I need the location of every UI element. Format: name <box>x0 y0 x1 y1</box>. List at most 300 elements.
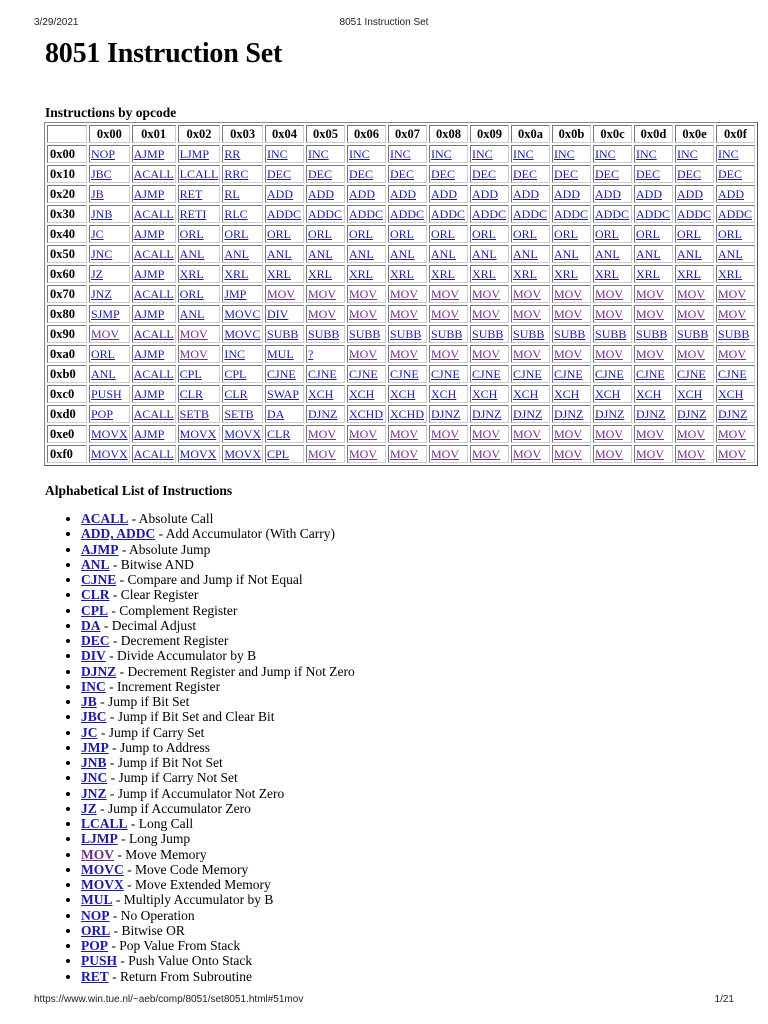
opcode-link[interactable]: DEC <box>308 167 333 181</box>
opcode-link[interactable]: DJNZ <box>677 407 707 421</box>
opcode-link[interactable]: JBC <box>91 167 112 181</box>
opcode-link[interactable]: ADDC <box>267 207 302 221</box>
opcode-link[interactable]: MOV <box>554 427 583 441</box>
opcode-link[interactable]: CJNE <box>308 367 337 381</box>
opcode-link[interactable]: MOV <box>513 447 542 461</box>
instruction-link[interactable]: NOP <box>81 907 110 923</box>
opcode-link[interactable]: MOV <box>267 287 296 301</box>
opcode-link[interactable]: CJNE <box>390 367 419 381</box>
opcode-link[interactable]: CJNE <box>718 367 747 381</box>
opcode-link[interactable]: XRL <box>390 267 415 281</box>
opcode-link[interactable]: AJMP <box>133 307 165 321</box>
opcode-link[interactable]: MOV <box>636 307 665 321</box>
opcode-link[interactable]: ANL <box>431 247 456 261</box>
instruction-link[interactable]: ACALL <box>81 511 129 526</box>
opcode-link[interactable]: MOV <box>513 307 542 321</box>
opcode-link[interactable]: CJNE <box>677 367 706 381</box>
opcode-link[interactable]: CJNE <box>267 367 296 381</box>
instruction-link[interactable]: CJNE <box>81 572 117 587</box>
opcode-link[interactable]: ADDC <box>431 207 466 221</box>
opcode-link[interactable]: XCH <box>636 387 662 401</box>
opcode-link[interactable]: MOV <box>554 307 583 321</box>
opcode-link[interactable]: XCHD <box>390 407 425 421</box>
opcode-link[interactable]: ORL <box>179 227 204 241</box>
opcode-link[interactable]: CJNE <box>349 367 378 381</box>
opcode-link[interactable]: INC <box>390 147 411 161</box>
opcode-link[interactable]: MOV <box>513 427 542 441</box>
opcode-link[interactable]: SETB <box>179 407 210 421</box>
opcode-link[interactable]: ORL <box>554 227 579 241</box>
opcode-link[interactable]: ANL <box>390 247 415 261</box>
opcode-link[interactable]: MOV <box>718 287 747 301</box>
opcode-link[interactable]: MOV <box>349 307 378 321</box>
opcode-link[interactable]: ANL <box>677 247 702 261</box>
opcode-link[interactable]: MOVX <box>224 427 262 441</box>
opcode-link[interactable]: ADDC <box>308 207 343 221</box>
opcode-link[interactable]: ORL <box>718 227 743 241</box>
opcode-link[interactable]: XRL <box>636 267 661 281</box>
opcode-link[interactable]: AJMP <box>133 187 165 201</box>
opcode-link[interactable]: CLR <box>224 387 248 401</box>
instruction-description: - Compare and Jump if Not Equal <box>116 572 303 587</box>
opcode-link[interactable]: INC <box>267 147 288 161</box>
opcode-link[interactable]: MOV <box>431 307 460 321</box>
opcode-link[interactable]: MOV <box>554 447 583 461</box>
instruction-link[interactable]: CPL <box>81 602 108 618</box>
opcode-link[interactable]: ORL <box>677 227 702 241</box>
instruction-link[interactable]: JC <box>81 724 98 740</box>
opcode-link[interactable]: SUBB <box>431 327 463 341</box>
opcode-link[interactable]: INC <box>636 147 657 161</box>
opcode-link[interactable]: DJNZ <box>595 407 625 421</box>
opcode-link[interactable]: ANL <box>267 247 292 261</box>
opcode-link[interactable]: MOV <box>595 347 624 361</box>
opcode-link[interactable]: MOV <box>472 347 501 361</box>
instruction-link[interactable]: JMP <box>81 739 109 755</box>
opcode-link[interactable]: INC <box>554 147 575 161</box>
instruction-link[interactable]: PUSH <box>81 953 118 969</box>
opcode-link[interactable]: ANL <box>718 247 743 261</box>
opcode-link[interactable]: SUBB <box>636 327 668 341</box>
opcode-link[interactable]: MOV <box>554 287 583 301</box>
opcode-cell <box>675 145 714 163</box>
opcode-link[interactable]: RLC <box>224 207 248 221</box>
opcode-cell <box>634 305 673 323</box>
opcode-link[interactable]: ORL <box>91 347 115 361</box>
opcode-link[interactable]: CPL <box>179 367 202 381</box>
opcode-link[interactable]: MUL <box>267 347 294 361</box>
opcode-link[interactable]: DJNZ <box>718 407 748 421</box>
opcode-link[interactable]: ADDC <box>636 207 671 221</box>
instruction-link[interactable]: JNZ <box>81 785 107 801</box>
opcode-link[interactable]: MOV <box>431 427 460 441</box>
opcode-link[interactable]: ADD <box>677 187 704 201</box>
opcode-link[interactable]: ADD <box>431 187 458 201</box>
opcode-link[interactable]: INC <box>349 147 370 161</box>
opcode-link[interactable]: ORL <box>390 227 415 241</box>
opcode-link[interactable]: RET <box>179 187 203 201</box>
opcode-link[interactable]: MOV <box>390 287 419 301</box>
opcode-link[interactable]: MOV <box>636 347 665 361</box>
opcode-link[interactable]: ADD <box>554 187 581 201</box>
opcode-link[interactable]: CJNE <box>595 367 624 381</box>
opcode-link[interactable]: MOV <box>595 447 624 461</box>
opcode-link[interactable]: XRL <box>677 267 702 281</box>
opcode-link[interactable]: AJMP <box>133 147 165 161</box>
opcode-link[interactable]: RETI <box>179 207 207 221</box>
opcode-link[interactable]: CJNE <box>513 367 542 381</box>
opcode-link[interactable]: ORL <box>513 227 538 241</box>
opcode-link[interactable]: XRL <box>554 267 579 281</box>
opcode-link[interactable]: DEC <box>513 167 538 181</box>
opcode-link[interactable]: XCHD <box>349 407 384 421</box>
opcode-link[interactable]: DJNZ <box>636 407 666 421</box>
opcode-link[interactable]: ACALL <box>133 287 174 301</box>
opcode-link[interactable]: INC <box>472 147 493 161</box>
opcode-link[interactable]: ANL <box>636 247 661 261</box>
opcode-link[interactable]: SETB <box>224 407 254 421</box>
opcode-link[interactable]: ADD <box>349 187 376 201</box>
opcode-link[interactable]: CLR <box>267 427 291 441</box>
instruction-link[interactable]: DJNZ <box>81 663 117 679</box>
opcode-link[interactable]: JNB <box>91 207 113 221</box>
opcode-link[interactable]: DA <box>267 407 285 421</box>
opcode-link[interactable]: MOVX <box>179 447 217 461</box>
opcode-link[interactable]: JB <box>91 187 104 201</box>
opcode-link[interactable]: AJMP <box>133 387 165 401</box>
opcode-link[interactable]: ADDC <box>390 207 425 221</box>
opcode-link[interactable]: ADDC <box>513 207 548 221</box>
opcode-link[interactable]: ANL <box>554 247 579 261</box>
opcode-link[interactable]: XCH <box>677 387 703 401</box>
instruction-link[interactable]: MOV <box>81 846 114 862</box>
opcode-link[interactable]: MOV <box>677 447 706 461</box>
opcode-link[interactable]: ORL <box>267 227 292 241</box>
opcode-link[interactable]: INC <box>431 147 452 161</box>
list-item <box>81 572 355 587</box>
opcode-link[interactable]: XRL <box>267 267 292 281</box>
opcode-cell <box>675 265 714 283</box>
opcode-link[interactable]: RL <box>224 187 240 201</box>
instruction-link[interactable]: DEC <box>81 633 110 648</box>
instruction-link[interactable]: MUL <box>81 892 113 908</box>
opcode-link[interactable]: MOV <box>718 307 747 321</box>
opcode-link[interactable]: JNC <box>91 247 113 261</box>
opcode-link[interactable]: XCH <box>718 387 744 401</box>
opcode-link[interactable]: INC <box>677 147 698 161</box>
opcode-link[interactable]: XCH <box>472 387 498 401</box>
opcode-cell <box>716 205 755 223</box>
opcode-link[interactable]: ANL <box>179 247 205 261</box>
opcode-link[interactable]: ADD <box>267 187 294 201</box>
opcode-link[interactable]: ADDC <box>472 207 507 221</box>
list-item <box>81 633 355 648</box>
opcode-link[interactable]: MOV <box>349 427 378 441</box>
opcode-link[interactable]: XRL <box>472 267 497 281</box>
opcode-link[interactable]: DJNZ <box>513 407 543 421</box>
instruction-link[interactable]: LCALL <box>81 816 128 831</box>
opcode-link[interactable]: SUBB <box>513 327 545 341</box>
opcode-link[interactable]: ORL <box>224 227 249 241</box>
opcode-link[interactable]: MOV <box>308 307 337 321</box>
opcode-cell <box>178 145 221 163</box>
opcode-link[interactable]: MOV <box>595 287 624 301</box>
opcode-link[interactable]: XCH <box>554 387 580 401</box>
opcode-link[interactable]: CPL <box>224 367 247 381</box>
opcode-link[interactable]: RR <box>224 147 241 161</box>
opcode-link[interactable]: DEC <box>349 167 374 181</box>
instruction-link[interactable]: DIV <box>81 648 106 664</box>
opcode-link[interactable]: DIV <box>267 307 289 321</box>
opcode-link[interactable]: JMP <box>224 287 247 301</box>
column-header: 0x00 <box>89 125 130 143</box>
opcode-link[interactable]: CLR <box>179 387 204 401</box>
opcode-link[interactable]: MOVC <box>224 327 261 341</box>
instruction-link[interactable]: JZ <box>81 800 97 816</box>
opcode-cell <box>265 285 304 303</box>
opcode-link[interactable]: INC <box>513 147 534 161</box>
opcode-link[interactable]: CJNE <box>554 367 583 381</box>
opcode-link[interactable]: MOV <box>431 347 460 361</box>
instruction-link[interactable]: POP <box>81 938 108 953</box>
opcode-link[interactable]: MOV <box>91 327 120 341</box>
opcode-link[interactable]: XRL <box>349 267 374 281</box>
opcode-link[interactable]: DJNZ <box>308 407 338 421</box>
instruction-link[interactable]: ORL <box>81 922 111 938</box>
opcode-link[interactable]: SUBB <box>472 327 504 341</box>
opcode-link[interactable]: INC <box>224 347 246 361</box>
instruction-link[interactable]: JNB <box>81 755 107 770</box>
opcode-link[interactable]: MOV <box>472 447 501 461</box>
opcode-link[interactable]: ADDC <box>677 207 712 221</box>
opcode-link[interactable]: XCH <box>431 387 457 401</box>
opcode-link[interactable]: INC <box>308 147 329 161</box>
opcode-link[interactable]: ADD <box>390 187 417 201</box>
opcode-link[interactable]: MOV <box>636 447 665 461</box>
opcode-link[interactable]: MOV <box>513 287 542 301</box>
opcode-link[interactable]: ORL <box>349 227 374 241</box>
opcode-link[interactable]: ADDC <box>595 207 630 221</box>
opcode-link[interactable]: MOV <box>308 447 337 461</box>
opcode-link[interactable]: JC <box>91 227 104 241</box>
opcode-link[interactable]: DEC <box>267 167 292 181</box>
opcode-link[interactable]: MOV <box>595 427 624 441</box>
opcode-link[interactable]: XRL <box>513 267 538 281</box>
opcode-link[interactable]: ADDC <box>349 207 384 221</box>
opcode-link[interactable]: MOV <box>390 347 419 361</box>
opcode-link[interactable]: ORL <box>636 227 661 241</box>
instruction-link[interactable]: ANL <box>81 556 110 572</box>
opcode-link[interactable]: MOV <box>179 327 208 341</box>
opcode-link[interactable]: ADD <box>308 187 335 201</box>
opcode-link[interactable]: MOVX <box>91 427 128 441</box>
opcode-link[interactable]: DEC <box>390 167 415 181</box>
opcode-link[interactable]: AJMP <box>133 267 165 281</box>
opcode-link[interactable]: DEC <box>472 167 497 181</box>
opcode-link[interactable]: ? <box>308 347 314 361</box>
opcode-link[interactable]: MOV <box>636 287 665 301</box>
opcode-link[interactable]: ANL <box>179 307 205 321</box>
opcode-link[interactable]: ADD <box>513 187 540 201</box>
opcode-link[interactable]: XCH <box>349 387 375 401</box>
opcode-link[interactable]: SUBB <box>554 327 586 341</box>
opcode-link[interactable]: PUSH <box>91 387 122 401</box>
opcode-link[interactable]: XCH <box>390 387 416 401</box>
opcode-link[interactable]: XRL <box>431 267 456 281</box>
opcode-link[interactable]: ORL <box>595 227 620 241</box>
instruction-link[interactable]: RET <box>81 968 109 984</box>
opcode-link[interactable]: MOV <box>179 347 208 361</box>
opcode-link[interactable]: XCH <box>595 387 621 401</box>
opcode-link[interactable]: MOV <box>718 447 747 461</box>
instruction-link[interactable]: JBC <box>81 709 107 725</box>
opcode-link[interactable]: MOV <box>431 287 460 301</box>
opcode-link[interactable]: ADDC <box>554 207 589 221</box>
opcode-link[interactable]: MOV <box>349 287 378 301</box>
opcode-link[interactable]: XRL <box>308 267 333 281</box>
opcode-link[interactable]: CJNE <box>636 367 665 381</box>
opcode-link[interactable]: MOV <box>636 427 665 441</box>
opcode-link[interactable]: ADD <box>636 187 663 201</box>
opcode-link[interactable]: MOV <box>472 427 501 441</box>
opcode-link[interactable]: MOVX <box>224 447 262 461</box>
instruction-link[interactable]: AJMP <box>81 541 119 557</box>
opcode-link[interactable]: XRL <box>224 267 249 281</box>
opcode-link[interactable]: SUBB <box>595 327 627 341</box>
opcode-link[interactable]: ACALL <box>133 367 174 381</box>
instruction-link[interactable]: JNC <box>81 770 108 786</box>
opcode-link[interactable]: LJMP <box>179 147 210 161</box>
opcode-link[interactable]: ANL <box>224 247 250 261</box>
opcode-link[interactable]: MOV <box>431 447 460 461</box>
instruction-link[interactable]: JB <box>81 694 97 709</box>
opcode-link[interactable]: XRL <box>179 267 204 281</box>
opcode-link[interactable]: MOV <box>595 307 624 321</box>
opcode-link[interactable]: MOVX <box>179 427 217 441</box>
opcode-link[interactable]: DEC <box>718 167 743 181</box>
opcode-link[interactable]: ANL <box>513 247 538 261</box>
opcode-link[interactable]: ADD <box>472 187 499 201</box>
opcode-link[interactable]: MOV <box>718 347 747 361</box>
opcode-link[interactable]: ACALL <box>133 207 174 221</box>
opcode-link[interactable]: LCALL <box>179 167 219 181</box>
opcode-link[interactable]: NOP <box>91 147 116 161</box>
opcode-link[interactable]: MOV <box>390 307 419 321</box>
opcode-link[interactable]: MOV <box>308 427 337 441</box>
opcode-link[interactable]: CJNE <box>472 367 501 381</box>
opcode-link[interactable]: RRC <box>224 167 249 181</box>
instruction-link[interactable]: ADD, ADDC <box>81 526 156 542</box>
instruction-link[interactable]: CLR <box>81 587 110 603</box>
opcode-link[interactable]: SUBB <box>677 327 709 341</box>
opcode-link[interactable]: POP <box>91 407 114 421</box>
opcode-link[interactable]: DEC <box>431 167 456 181</box>
opcode-link[interactable]: ANL <box>595 247 620 261</box>
opcode-link[interactable]: ANL <box>308 247 333 261</box>
opcode-link[interactable]: INC <box>595 147 616 161</box>
opcode-link[interactable]: XRL <box>718 267 743 281</box>
opcode-link[interactable]: MOV <box>472 287 501 301</box>
opcode-link[interactable]: DEC <box>554 167 579 181</box>
opcode-link[interactable]: ACALL <box>133 327 174 341</box>
opcode-link[interactable]: CJNE <box>431 367 460 381</box>
opcode-link[interactable]: MOV <box>472 307 501 321</box>
opcode-link[interactable]: SUBB <box>390 327 422 341</box>
opcode-link[interactable]: ACALL <box>133 247 174 261</box>
opcode-link[interactable]: INC <box>718 147 739 161</box>
opcode-link[interactable]: ADD <box>595 187 622 201</box>
opcode-link[interactable]: MOVC <box>224 307 261 321</box>
opcode-link[interactable]: SWAP <box>267 387 300 401</box>
opcode-link[interactable]: ADDC <box>718 207 753 221</box>
opcode-link[interactable]: MOV <box>554 347 583 361</box>
opcode-link[interactable]: CPL <box>267 447 290 461</box>
opcode-link[interactable]: XCH <box>308 387 334 401</box>
opcode-link[interactable]: DEC <box>677 167 702 181</box>
opcode-link[interactable]: ACALL <box>133 167 174 181</box>
opcode-link[interactable]: ORL <box>308 227 333 241</box>
opcode-link[interactable]: SUBB <box>267 327 299 341</box>
instruction-link[interactable]: LJMP <box>81 831 118 847</box>
instruction-link[interactable]: INC <box>81 678 106 694</box>
opcode-link[interactable]: ORL <box>179 287 204 301</box>
instruction-link[interactable]: DA <box>81 617 101 633</box>
opcode-link[interactable]: MOV <box>718 427 747 441</box>
opcode-link[interactable]: JZ <box>91 267 103 281</box>
opcode-link[interactable]: XCH <box>513 387 539 401</box>
opcode-link[interactable]: SUBB <box>349 327 381 341</box>
opcode-link[interactable]: SUBB <box>308 327 340 341</box>
opcode-link[interactable]: MOV <box>677 427 706 441</box>
opcode-link[interactable]: JNZ <box>91 287 112 301</box>
opcode-link[interactable]: MOV <box>390 427 419 441</box>
instruction-description: - Decrement Register and Jump if Not Zero <box>116 663 355 679</box>
opcode-link[interactable]: DEC <box>636 167 661 181</box>
opcode-link[interactable]: MOV <box>513 347 542 361</box>
opcode-link[interactable]: SJMP <box>91 307 120 321</box>
opcode-link[interactable]: ACALL <box>133 407 174 421</box>
opcode-link[interactable]: AJMP <box>133 347 165 361</box>
opcode-link[interactable]: ORL <box>431 227 456 241</box>
opcode-link[interactable]: ANL <box>472 247 497 261</box>
instruction-link[interactable]: MOVC <box>81 861 124 877</box>
opcode-cell <box>675 385 714 403</box>
opcode-link[interactable]: MOV <box>390 447 419 461</box>
opcode-link[interactable]: MOV <box>349 347 378 361</box>
opcode-cell <box>511 405 550 423</box>
opcode-link[interactable]: MOVX <box>91 447 128 461</box>
opcode-link[interactable]: SUBB <box>718 327 750 341</box>
opcode-link[interactable]: DEC <box>595 167 620 181</box>
opcode-link[interactable]: ANL <box>349 247 374 261</box>
opcode-link[interactable]: AJMP <box>133 227 165 241</box>
opcode-link[interactable]: DJNZ <box>431 407 461 421</box>
opcode-link[interactable]: MOV <box>677 347 706 361</box>
opcode-link[interactable]: ACALL <box>133 447 174 461</box>
opcode-link[interactable]: ADD <box>718 187 745 201</box>
opcode-link[interactable]: MOV <box>677 307 706 321</box>
opcode-link[interactable]: ORL <box>472 227 497 241</box>
opcode-link[interactable]: ANL <box>91 367 116 381</box>
opcode-link[interactable]: AJMP <box>133 427 165 441</box>
instruction-link[interactable]: MOVX <box>81 877 124 892</box>
opcode-link[interactable]: DJNZ <box>472 407 502 421</box>
opcode-link[interactable]: DJNZ <box>554 407 584 421</box>
opcode-link[interactable]: XRL <box>595 267 620 281</box>
opcode-link[interactable]: MOV <box>349 447 378 461</box>
opcode-link[interactable]: MOV <box>308 287 337 301</box>
opcode-link[interactable]: MOV <box>677 287 706 301</box>
